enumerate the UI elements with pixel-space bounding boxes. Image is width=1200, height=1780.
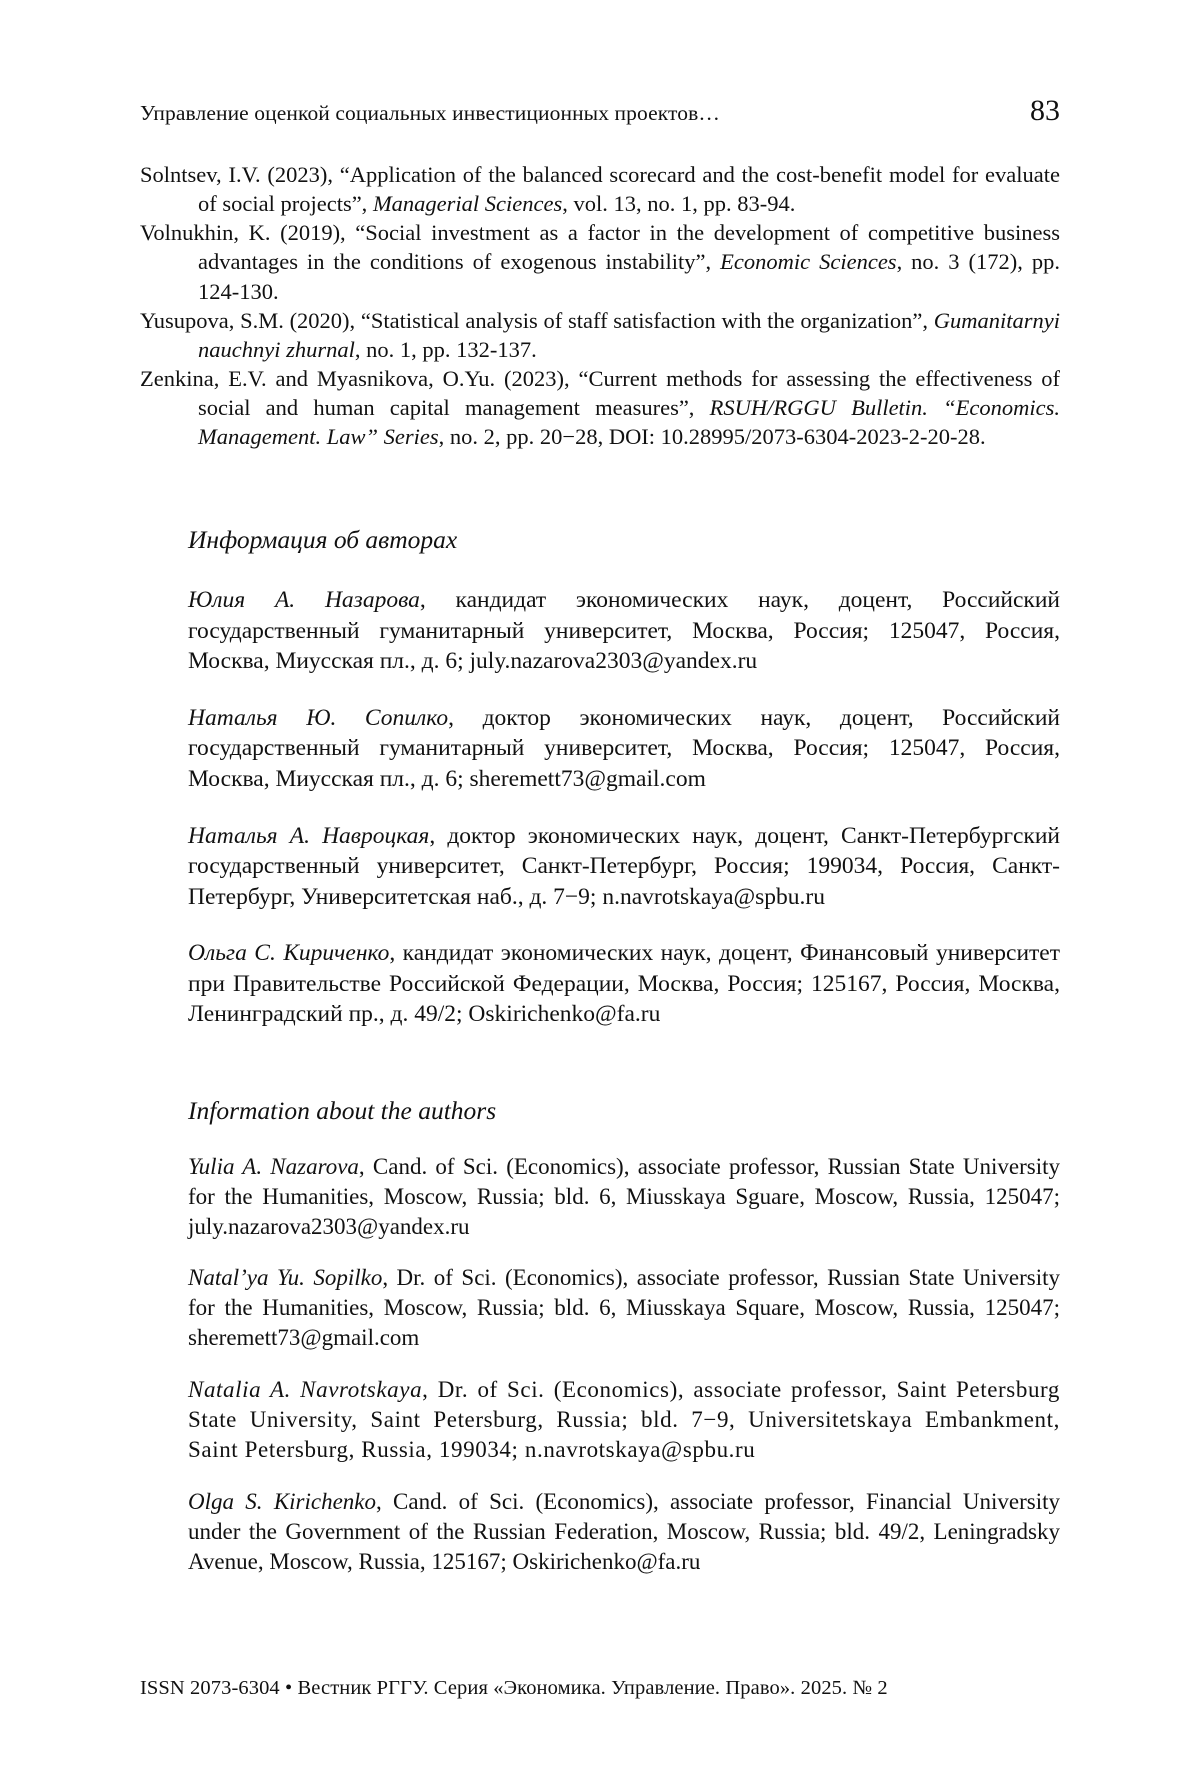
author-entry-en	[188, 1263, 1060, 1353]
author-entry-ru	[188, 938, 1060, 1030]
author-details: , кандидат экономических наук, доцент, Российский государственный гуманитарный университет, Москва, Россия; 125047, Россия, Москва, Миусская пл., д. 6; july.nazarova2303@yandex.ru	[188, 587, 1060, 675]
reference-item: Solntsev, I.V. (2023), “Application of the balanced scorecard and the cost-benefit model for evaluate of social projects”, Managerial Sciences, vol. 13, no. 1, pp. 83-94.	[140, 162, 1060, 217]
page-footer: ISSN 2073-6304 • Вестник РГГУ. Серия «Экономика. Управление. Право». 2025. № 2	[140, 1677, 888, 1699]
reference-item: Yusupova, S.M. (2020), “Statistical analysis of staff satisfaction with the organization”, Gumanitarnyi nauchnyi zhurnal, no. 1, pp. 132-137.	[140, 307, 1060, 362]
author-details: , Cand. of Sci. (Economics), associate professor, Russian State University for the Humanities, Moscow, Russia; bld. 6, Miusskaya Sguare, Moscow, Russia, 125047; july.nazarova2303@yandex.ru	[188, 1153, 1060, 1239]
author-entry-ru	[188, 585, 1060, 677]
author-name: Наталья А. Навроцкая	[188, 822, 430, 849]
author-entry-ru	[188, 703, 1060, 795]
author-details: , доктор экономических наук, доцент, Российский государственный гуманитарный университет, Москва, Россия; 125047, Россия, Москва, Миусская пл., д. 6; sheremett73@gmail.com	[188, 704, 1060, 792]
reference-item: Zenkina, E.V. and Myasnikova, O.Yu. (2023), “Current methods for assessing the effectiveness of social and human capital management measures”, RSUH/RGGU Bulletin. “Economics. Management. Law” Series, no. 2, pp. 20−28, DOI: 10.28995/2073-6304-2023-2-20-28.	[140, 365, 1060, 450]
author-details: , Cand. of Sci. (Economics), associate professor, Financial University under the Government of the Russian Federation, Moscow, Russia; bld. 49/2, Leningradsky Avenue, Moscow, Russia, 125167; Oskirichenko@fa.ru	[188, 1488, 1060, 1574]
author-name: Natal’ya Yu. Sopilko	[188, 1265, 383, 1291]
authors-en-heading: Information about the authors	[188, 1095, 497, 1125]
author-entry-ru	[188, 821, 1060, 913]
author-details: , Dr. of Sci. (Economics), associate professor, Saint Petersburg State University, Saint Petersburg, Russia; bld. 7−9, Universitetskaya Embankment, Saint Petersburg, Russia, 199034; n.navrotskaya@spbu.ru	[188, 1377, 1060, 1462]
reference-list	[140, 160, 1060, 451]
author-entry-en	[188, 1375, 1060, 1465]
author-name: Olga S. Kirichenko	[188, 1488, 377, 1514]
authors-ru-heading: Информация об авторах	[188, 525, 458, 555]
author-details: , кандидат экономических наук, доцент, Финансовый университет при Правительстве Российской Федерации, Москва, Россия; 125167, Россия, Москва, Ленинградский пр., д. 49/2; Oskirichenko@fa.ru	[188, 940, 1060, 1028]
author-name: Natalia A. Navrotskaya	[188, 1377, 423, 1403]
running-head	[140, 96, 1060, 126]
page-number: 83	[1030, 94, 1060, 127]
author-entry-en	[188, 1487, 1060, 1577]
running-head-title: Управление оценкой социальных инвестиционных проектов…	[140, 101, 720, 125]
author-name: Ольга С. Кириченко	[188, 940, 390, 967]
author-name: Наталья Ю. Сопилко	[188, 704, 449, 731]
author-name: Yulia A. Nazarova	[188, 1153, 359, 1179]
reference-item: Volnukhin, K. (2019), “Social investment as a factor in the development of competitive business advantages in the conditions of exogenous instability”, Economic Sciences, no. 3 (172), pp. 124-130.	[140, 220, 1060, 304]
author-name: Юлия А. Назарова	[188, 587, 420, 614]
author-details: , Dr. of Sci. (Economics), associate professor, Russian State University for the Humanities, Moscow, Russia; bld. 6, Miusskaya Square, Moscow, Russia, 125047; sheremett73@gmail.com	[188, 1265, 1060, 1351]
author-details: , доктор экономических наук, доцент, Санкт-Петербургский государственный университет, Санкт-Петербург, Россия; 199034, Россия, Санкт-Петербург, Университетская наб., д. 7−9; n.navrotskaya@spbu.ru	[188, 822, 1060, 910]
author-entry-en	[188, 1152, 1060, 1242]
